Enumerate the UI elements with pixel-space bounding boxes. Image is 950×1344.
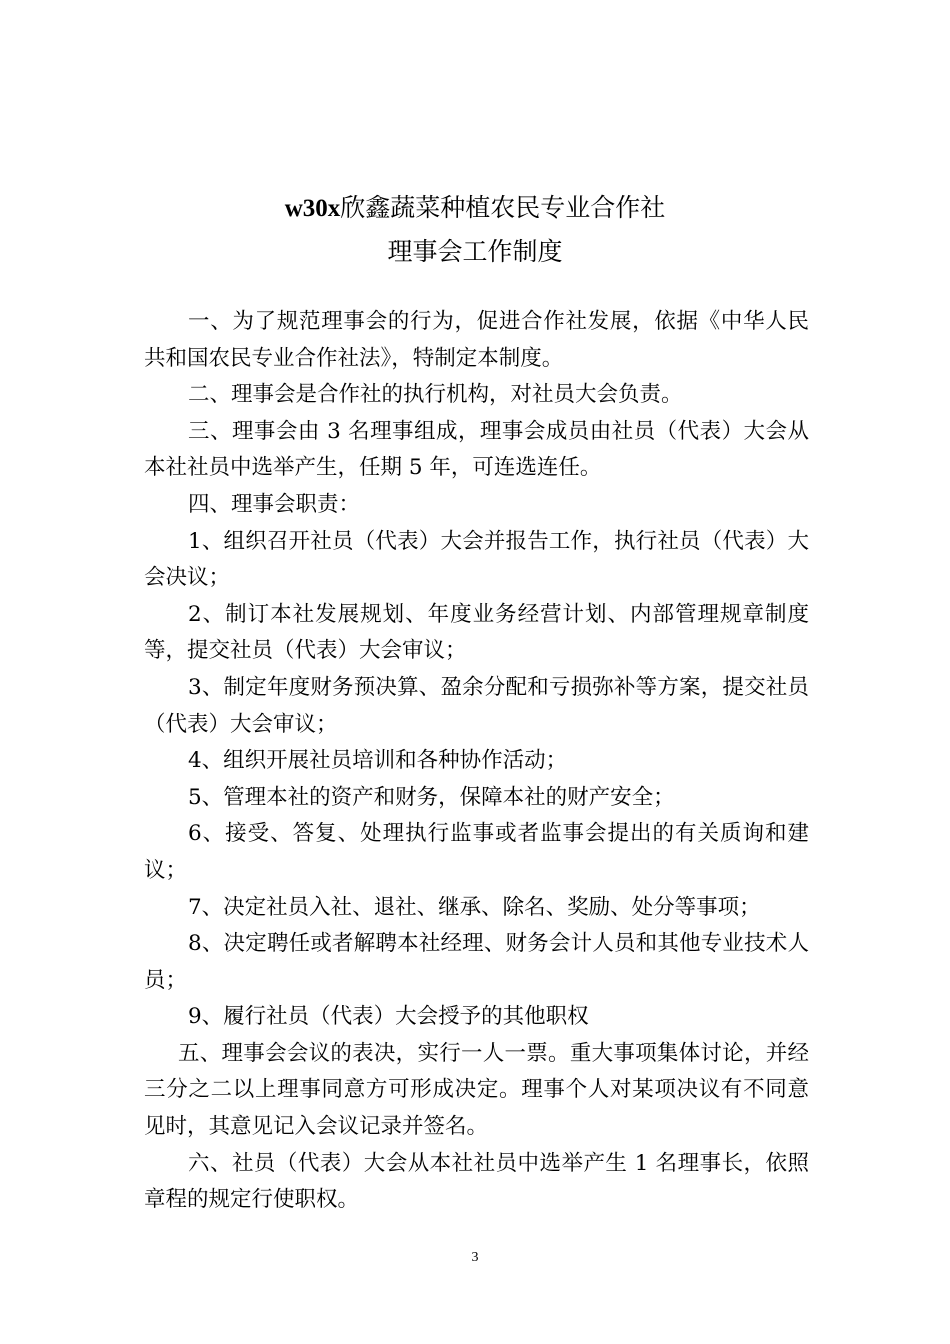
duty-item-5: 5、管理本社的资产和财务，保障本社的财产安全； [188, 784, 675, 810]
paragraph-5: 五、理事会会议的表决，实行一人一票。重大事项集体讨论，并经三分之二以上理事同意方可形成决定。理事个人对某项决议有不同意见时，其意见记入会议记录并签名。 [144, 1040, 809, 1140]
title-line-2: 理事会工作制度 [387, 237, 563, 266]
duty-item-7: 7、决定社员入社、退社、继承、除名、奖励、处分等事项； [188, 894, 761, 920]
paragraph-4: 四、理事会职责： [188, 491, 361, 517]
duty-item-6: 6、接受、答复、处理执行监事或者监事会提出的有关质询和建议； [144, 821, 809, 883]
duty-item-8: 8、决定聘任或者解聘本社经理、财务会计人员和其他专业技术人员； [144, 931, 809, 993]
title-line-1 [0, 186, 950, 230]
duty-item-9: 9、履行社员（代表）大会授予的其他职权 [188, 1004, 589, 1030]
document-body [144, 304, 809, 1219]
duty-item-2: 2、制订本社发展规划、年度业务经营计划、内部管理规章制度等，提交社员（代表）大会审议； [144, 601, 809, 664]
paragraph-1: 一、为了规范理事会的行为，促进合作社发展，依据《中华人民共和国农民专业合作社法》，特制定本制度。 [144, 309, 809, 371]
document-title [0, 186, 950, 274]
paragraph-3: 三、理事会由 3 名理事组成，理事会成员由社员（代表）大会从本社社员中选举产生，任期 5 年，可连选连任。 [144, 418, 809, 481]
duty-item-3: 3、制定年度财务预决算、盈余分配和亏损弥补等方案，提交社员（代表）大会审议； [144, 674, 809, 737]
page-number: 3 [471, 1250, 479, 1265]
title-code: w30x [284, 195, 341, 222]
duty-item-1: 1、组织召开社员（代表）大会并报告工作，执行社员（代表）大会决议； [144, 528, 809, 591]
paragraph-6: 六、社员（代表）大会从本社社员中选举产生 1 名理事长，依照章程的规定行使职权。 [144, 1150, 809, 1213]
paragraph-2: 二、理事会是合作社的执行机构，对社员大会负责。 [188, 382, 683, 408]
duty-item-4: 4、组织开展社员培训和各种协作活动； [188, 748, 568, 774]
title-organization: 欣鑫蔬菜种植农民专业合作社 [340, 193, 666, 222]
